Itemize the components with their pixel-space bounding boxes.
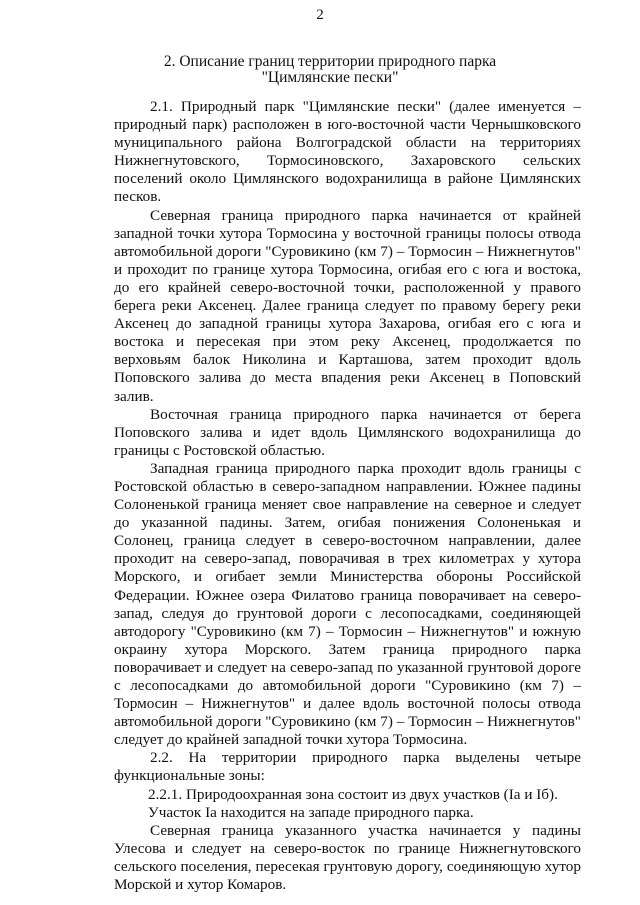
paragraph-north-boundary: Северная граница природного парка начинается от крайней западной точки хутора Тормосина у восточной границы полосы отвода автомобильной дороги "Суровикино (км 7) – Тормосин – Нижнегнутов" и проходит по границе хутора Тормосина, огибая его с юга и востока, до его крайней северо-восточной точки, расположенной у правого берега реки Аксенец. Далее граница следует по правому берегу реки Аксенец до западной границы хутора Захарова, огибая его с юга и востока и пересекая при этом реку Аксенец, продолжается по верховьям балок Николина и Карташова, затем проходит вдоль Поповского залива до места впадения реки Аксенец в Поповский залив.: [114, 206, 581, 405]
section-heading: [80, 54, 580, 86]
document-body: [114, 98, 581, 894]
section-heading-line-1: 2. Описание границ территории природного парка: [163, 53, 497, 70]
paragraph-east-boundary: Восточная граница природного парка начинается от берега Поповского залива и идет вдоль Цимлянского водохранилища до границы с Ростовской областью.: [114, 405, 581, 459]
paragraph-west-boundary: Западная граница природного парка проходит вдоль границы с Ростовской областью в северо-западном направлении. Южнее падины Солоненькой граница меняет свое направление на северное и следует до указанной падины. Затем, огибая понижения Солоненькая и Солонец, граница следует в северо-восточном направлении, далее проходит на северо-запад, поворачивая в трех километрах у хутора Морского, и огибает земли Министерства обороны Российской Федерации. Южнее озера Филатово граница поворачивает на северо-запад, следуя до грунтовой дороги с лесопосадками, соединяющей автодорогу "Суровикино (км 7) – Тормосин – Нижнегнутов" и южную окраину хутора Морского. Затем граница природного парка поворачивает и следует на северо-запад по указанной грунтовой дороге с лесопосадками до автомобильной дороги "Суровикино (км 7) – Тормосин – Нижнегнутов" и далее вдоль восточной полосы отвода автомобильной дороги "Суровикино (км 7) – Тормосин – Нижнегнутов" следует до крайней западной точки хутора Тормосина.: [114, 459, 581, 749]
paragraph-plot-ia-north-boundary: Северная граница указанного участка начинается у падины Улесова и следует на северо-восток по границе Нижнегнутовского сельского поселения, пересекая грунтовую дорогу, соединяющую хутор Морской и хутор Комаров.: [114, 821, 581, 894]
paragraph-2-2-1: 2.2.1. Природоохранная зона состоит из двух участков (Iа и Iб).: [148, 785, 558, 803]
page-number: 2: [316, 7, 324, 23]
paragraph-2-1: 2.1. Природный парк "Цимлянские пески" (далее именуется – природный парк) расположен в юго-восточной части Чернышковского муниципального района Волгоградской области на территориях Нижнегнутовского, Тормосиновского, Захаровского сельских поселений около Цимлянского водохранилища в районе Цимлянских песков.: [114, 98, 581, 206]
paragraph-2-2: 2.2. На территории природного парка выделены четыре функциональные зоны:: [114, 749, 581, 785]
paragraph-plot-ia: Участок Iа находится на западе природного парка.: [148, 803, 474, 821]
section-heading-line-2: "Цимлянские пески": [261, 69, 399, 86]
